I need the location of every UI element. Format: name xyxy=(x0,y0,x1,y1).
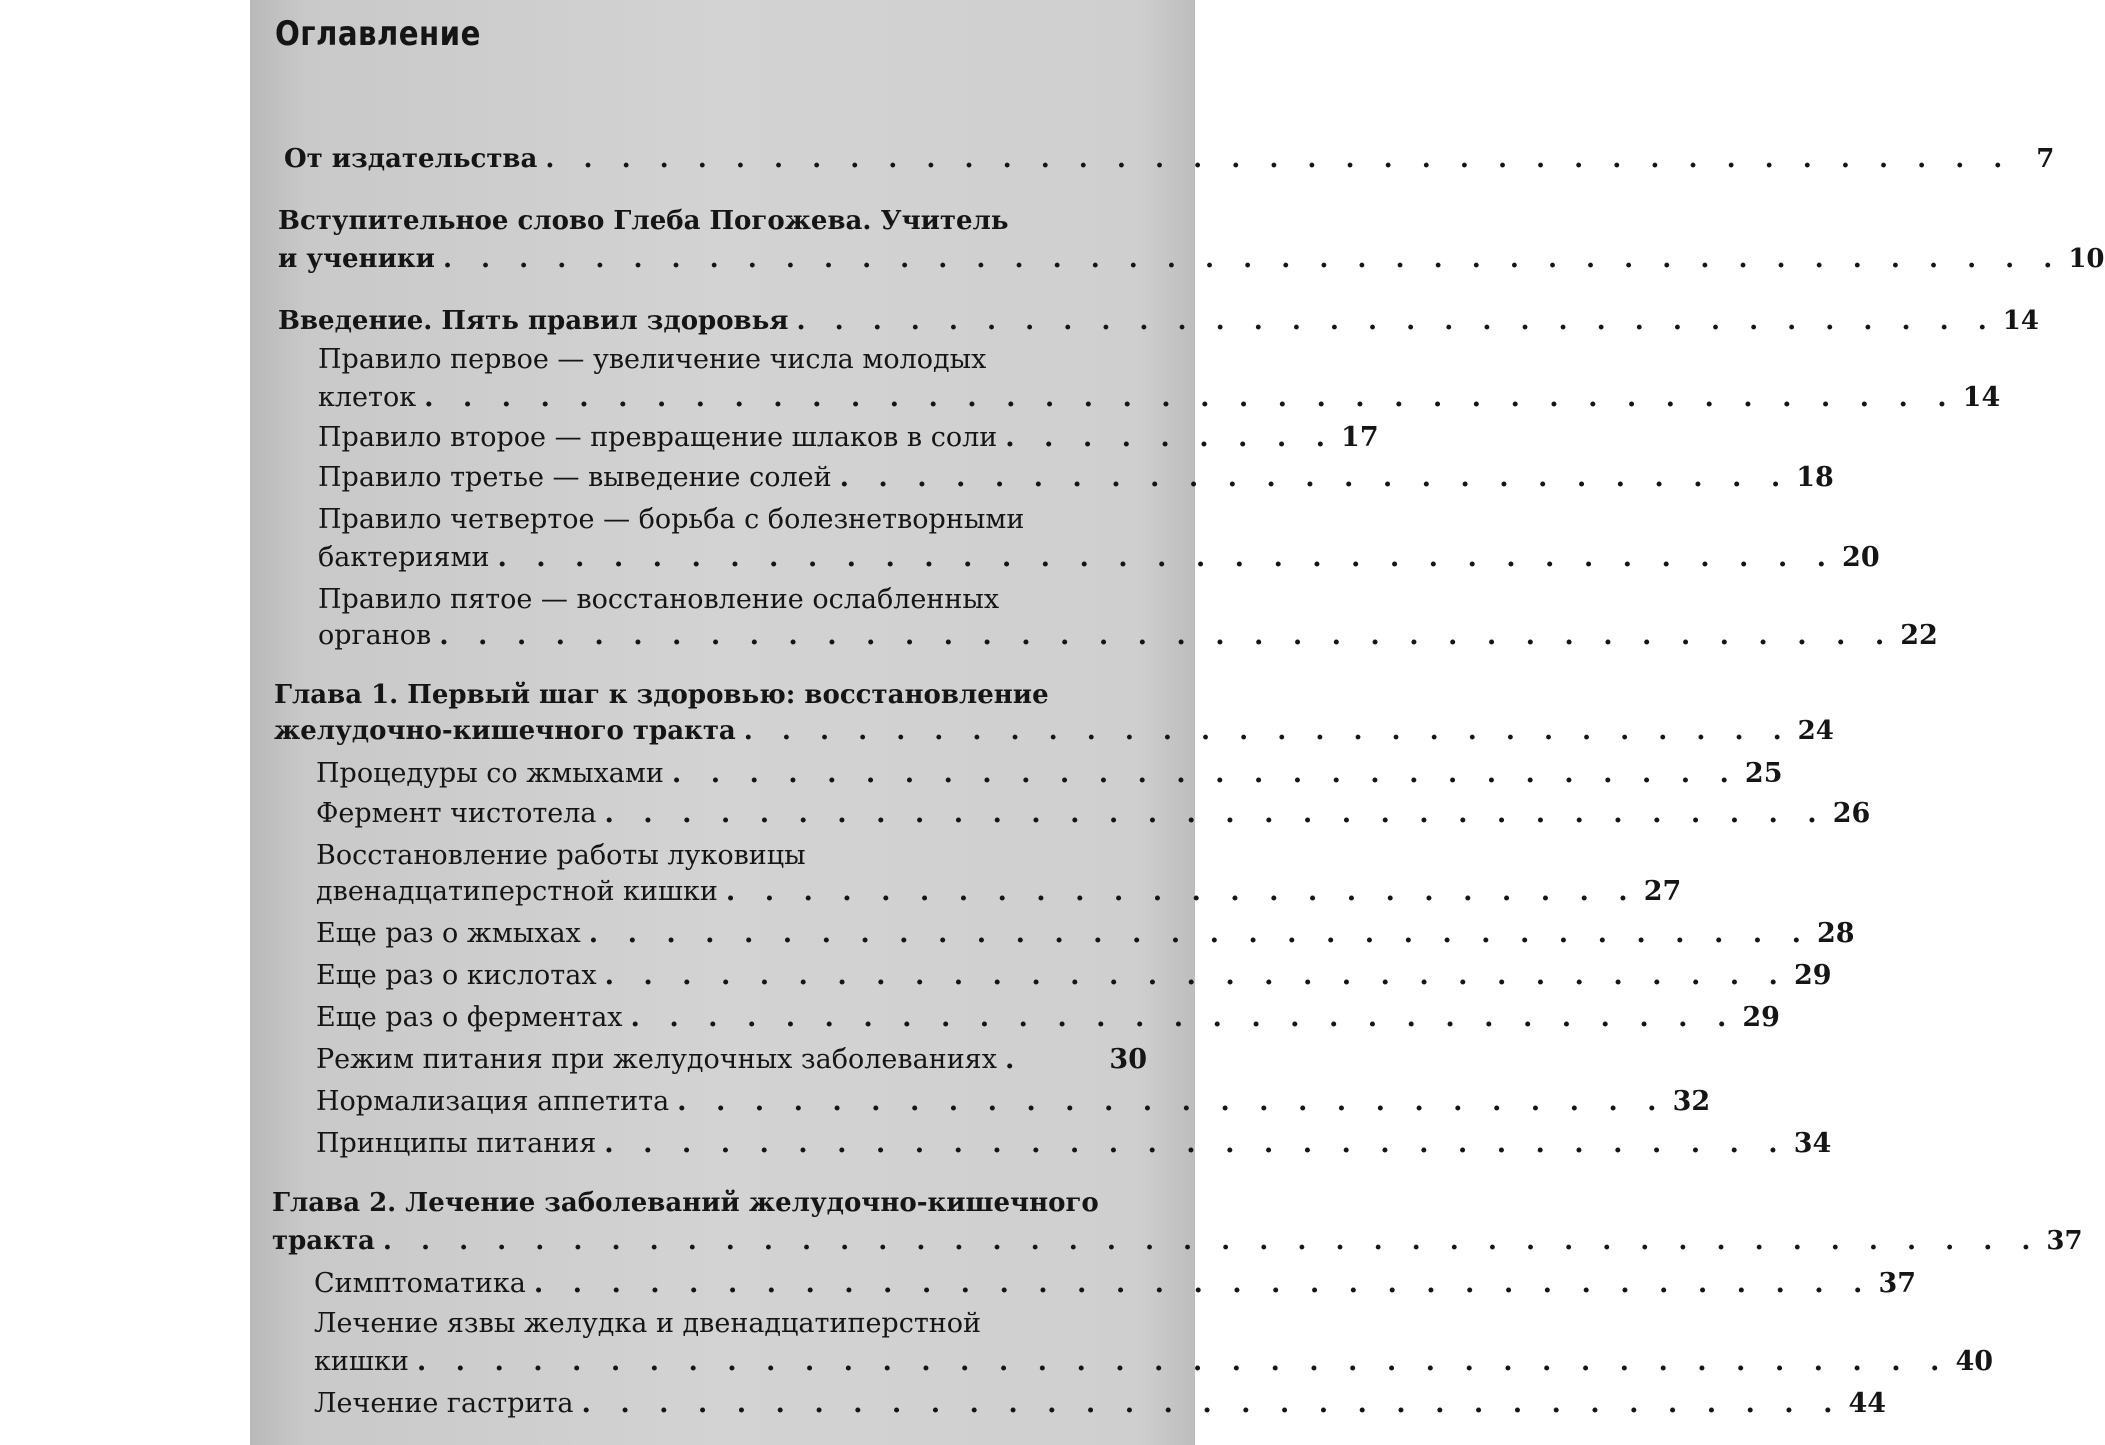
leader-dots: . . . . . . . . . . . . . . . . . . . . . . . . . . . . . . . . . . . xyxy=(497,542,1837,573)
leader-dots: . . . . . . . . . . . . . . . . . . . . . . . . . . . . . . . . . . . . . . xyxy=(439,620,1895,651)
toc-entry-title: Режим питания при желудочных заболеваниях xyxy=(316,1044,997,1075)
leader-dots: . . . . . . . . . . . . . . . . . . . . . . . . . . xyxy=(677,1086,1667,1117)
leader-dots: . . . . . . . . . . . . . . . . . . . . . . . . . . . . . . . . . . . . . . . . xyxy=(416,1346,1950,1377)
leader-dots: . . . . . . . . . . . . . . . . . . . . . . . . . . . . . . . . xyxy=(604,798,1827,829)
toc-entry xyxy=(278,206,1147,242)
toc-entry-title: Лечение язвы желудка и двенадцатиперстной xyxy=(314,1308,982,1339)
toc-entry xyxy=(316,876,1682,912)
toc-entry-title: Лечение гастрита xyxy=(314,1388,574,1419)
leader-dots: . . . . . . . . . xyxy=(1005,422,1336,453)
toc-entry-title: Правило четвертое — борьба с болезнетворными xyxy=(318,504,1025,535)
toc-entry-page: 40 xyxy=(1955,1346,1994,1377)
toc-entry-title: Правило первое — увеличение числа молодых xyxy=(318,344,987,375)
toc-entry xyxy=(316,840,1147,876)
leader-dots: . . . . . . . . . . . . . . . . . . . . . . . . . . . . . . . . . . . xyxy=(533,1268,1873,1299)
toc-entry xyxy=(278,244,2105,280)
toc-entry xyxy=(314,1388,1887,1424)
leader-dots: . . . . . . . . . . . . . . . . . . . . . . . . . xyxy=(839,462,1791,493)
toc-entry-page: 29 xyxy=(1793,960,1832,991)
toc-entry-title: Нормализация аппетита xyxy=(316,1086,670,1117)
toc-entry-title: двенадцатиперстной кишки xyxy=(316,876,718,907)
toc-entry-page: 20 xyxy=(1842,542,1880,573)
leader-dots: . . . . . . . . . . . . . . . . . . . . . . . . . . . . xyxy=(743,716,1792,746)
toc-entry xyxy=(316,1002,1780,1038)
toc-entry xyxy=(316,960,1832,996)
toc-entry-page: 22 xyxy=(1900,620,1938,651)
toc-entry xyxy=(318,620,1938,656)
toc-entry-page: 30 xyxy=(1109,1044,1147,1075)
toc-entry-page: 18 xyxy=(1796,462,1834,493)
toc-entry-title: Процедуры со жмыхами xyxy=(316,758,664,789)
toc-entry xyxy=(272,1226,2083,1262)
toc-entry xyxy=(274,716,1834,752)
leader-dots: . . . . . . . . . . . . . . . . . . . . . . . . xyxy=(725,876,1638,907)
toc-entry xyxy=(284,144,2055,180)
toc-entry-title: бактериями xyxy=(318,542,490,573)
toc-entry-title: желудочно-кишечного тракта xyxy=(274,716,736,746)
toc-entry xyxy=(318,504,1147,540)
toc-entry-title: Еще раз о кислотах xyxy=(316,960,597,991)
leader-dots: . . . . . . . . . . . . . . . . . . . . . . . . . . . . xyxy=(671,758,1739,789)
toc-entry-title: Еще раз о жмыхах xyxy=(316,918,581,949)
toc-entry-page: 44 xyxy=(1848,1388,1887,1419)
toc-entry-title: Принципы питания xyxy=(316,1128,597,1159)
toc-entry-page: 34 xyxy=(1793,1128,1832,1159)
leader-dots: . . . . . . . . . . . . . . . . . . . . . . . . . . . . . . . . . xyxy=(581,1388,1843,1419)
toc-entry xyxy=(274,680,1147,716)
toc-entry-title: Вступительное слово Глеба Погожева. Учитель xyxy=(278,206,1009,236)
toc-entry-page: 28 xyxy=(1816,918,1855,949)
toc-entry-title: Правило третье — выведение солей xyxy=(318,462,832,493)
toc-entry xyxy=(316,1086,1711,1122)
leader-dots: . . . . . . . . . . . . . . . . . . . . . . . . . . . . . . . xyxy=(604,1128,1788,1159)
leader-dots: . . . . . . . . . . . . . . . . . . . . . . . . . . . . . . . . . . . . . . . . xyxy=(424,382,1957,413)
toc-entry-page: 14 xyxy=(1962,382,2001,413)
toc-entry-title: Симптоматика xyxy=(314,1268,526,1299)
toc-entry xyxy=(316,798,1871,834)
toc-entry-title: Правило второе — превращение шлаков в соли xyxy=(318,422,998,453)
leader-dots: . . . . . . . . . . . . . . . . . . . . . . . . . . . . . . . . . . . . . . . xyxy=(545,144,2013,174)
toc-entry-title: От издательства xyxy=(284,144,538,174)
toc-entry-title: Глава 2. Лечение заболеваний желудочно-кишечного xyxy=(272,1188,1099,1218)
toc-entry-title: органов xyxy=(318,620,432,651)
toc-entry-page: 29 xyxy=(1742,1002,1780,1033)
toc-entry-title: Глава 1. Первый шаг к здоровью: восстановление xyxy=(274,680,1049,710)
toc-entry-page: 25 xyxy=(1744,758,1783,789)
toc-entry-page: 14 xyxy=(2002,306,2039,336)
toc-entry xyxy=(318,462,1834,498)
toc-entry xyxy=(318,542,1880,578)
toc-entry-page: 7 xyxy=(2036,144,2055,174)
toc-entry xyxy=(316,1044,1147,1080)
toc-entry xyxy=(316,1128,1832,1164)
toc-entry xyxy=(318,584,1147,620)
page-title: Оглавление xyxy=(275,14,481,54)
toc-entry-title: клеток xyxy=(318,382,417,413)
toc-entry xyxy=(318,382,2001,418)
leader-dots: . . . . . . . . . . . . . . . . . . . . . . . . . . . . . . . . xyxy=(796,306,1997,336)
toc-entry-page: 27 xyxy=(1643,876,1682,907)
toc-entry-title: Еще раз о ферментах xyxy=(316,1002,623,1033)
toc-entry-page: 26 xyxy=(1832,798,1871,829)
toc-entry-page: 17 xyxy=(1341,422,1379,453)
toc-entry xyxy=(314,1346,1994,1382)
toc-entry-page: 32 xyxy=(1672,1086,1711,1117)
leader-dots: . . . . . . . . . . . . . . . . . . . . . . . . . . . . . . . xyxy=(604,960,1788,991)
toc-entry-title: кишки xyxy=(314,1346,409,1377)
toc-entry-title: Правило пятое — восстановление ослабленных xyxy=(318,584,1000,615)
toc-entry xyxy=(314,1308,1147,1344)
toc-entry-page: 10 xyxy=(2068,244,2105,274)
toc-entry xyxy=(318,422,1379,458)
leader-dots: . . . . . . . . . . . . . . . . . . . . . . . . . . . . . . . . . . . . . . . . . . . xyxy=(442,244,2063,274)
leader-dots: . . . . . . . . . . . . . . . . . . . . . . . . . . . . . . . . . . . . . . . . . . . . xyxy=(382,1226,2041,1256)
toc-entry-title: Введение. Пять правил здоровья xyxy=(278,306,789,336)
toc-entry-page: 37 xyxy=(2046,1226,2083,1256)
leader-dots: . . . . . . . . . . . . . . . . . . . . . . . . . . . . . xyxy=(630,1002,1737,1033)
table-of-contents xyxy=(250,0,2105,1445)
toc-entry xyxy=(318,344,1147,380)
book-page xyxy=(250,0,2105,1445)
toc-entry xyxy=(278,306,2039,342)
toc-entry-page: 37 xyxy=(1878,1268,1917,1299)
toc-entry-title: и ученики xyxy=(278,244,435,274)
leader-dots: . xyxy=(1004,1044,1025,1075)
toc-entry xyxy=(316,758,1783,794)
toc-entry xyxy=(316,918,1855,954)
toc-entry xyxy=(272,1188,1147,1224)
leader-dots: . . . . . . . . . . . . . . . . . . . . . . . . . . . . . . . . xyxy=(588,918,1811,949)
toc-entry-title: тракта xyxy=(272,1226,375,1256)
toc-entry-title: Восстановление работы луковицы xyxy=(316,840,806,871)
toc-entry-page: 24 xyxy=(1797,716,1834,746)
toc-entry xyxy=(314,1268,1917,1304)
toc-entry-title: Фермент чистотела xyxy=(316,798,597,829)
